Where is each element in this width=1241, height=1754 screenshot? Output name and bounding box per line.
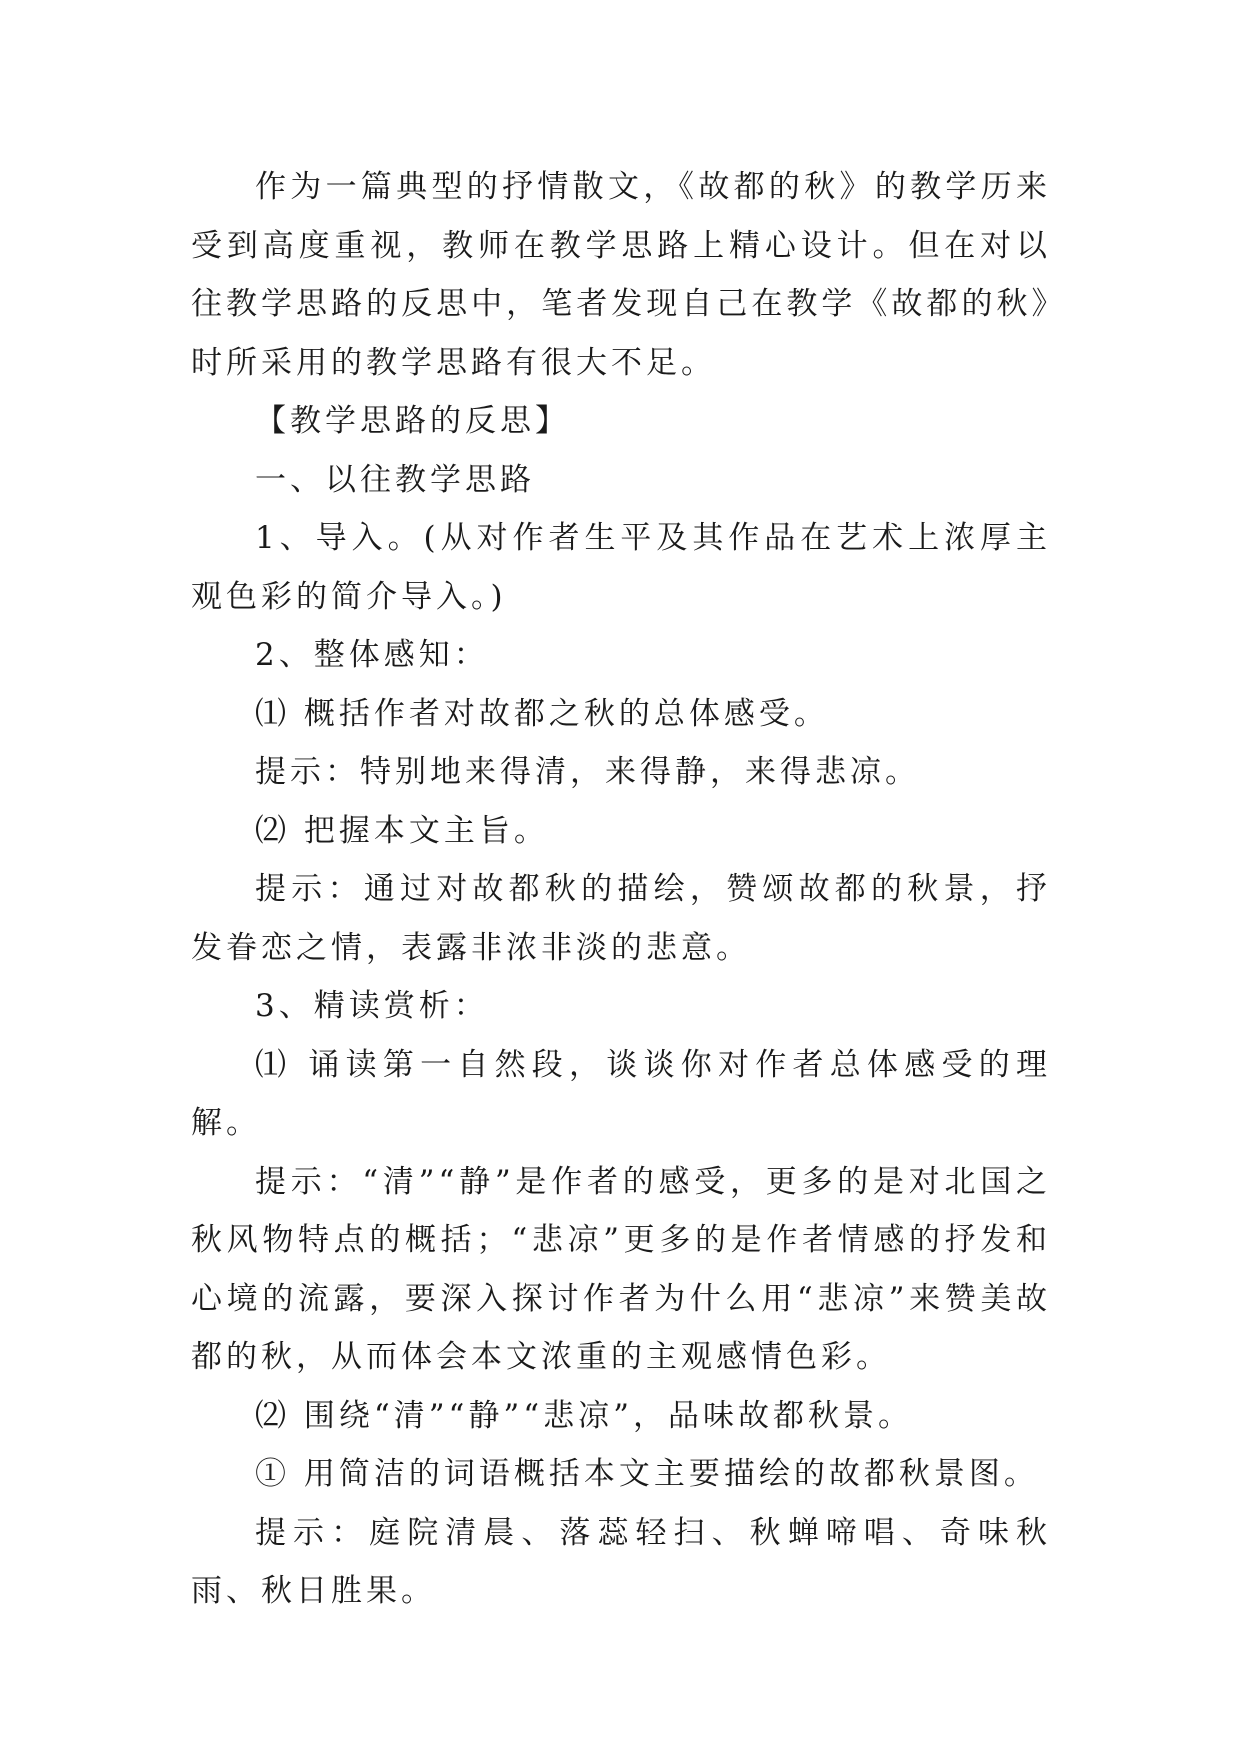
hint-text: 提示：“清”“静”是作者的感受，更多的是对北国之秋风物特点的概括；“悲凉”更多的是作者情感的抒发和心境的流露，要深入探讨作者为什么用“悲凉”来赞美故都的秋，从而体会本文浓重的主观感情色彩。 — [191, 1163, 1051, 1375]
question-item: ⑵ 把握本文主旨。 — [255, 812, 549, 849]
question-item: ⑴ 概括作者对故都之秋的总体感受。 — [255, 695, 829, 732]
step-close-reading: 3、精读赏析： — [255, 988, 489, 1024]
intro-paragraph: 作为一篇典型的抒情散文，《故都的秋》的教学历来受到高度重视，教师在教学思路上精心设计。但在对以往教学思路的反思中，笔者发现自己在教学《故都的秋》时所采用的教学思路有很大不足。 — [191, 169, 1051, 381]
sub-question-item: ① 用简洁的词语概括本文主要描绘的故都秋景图。 — [255, 1456, 1039, 1492]
step-introduction: 1、导入。(从对作者生平及其作品在艺术上浓厚主观色彩的简介导入。) — [191, 520, 1051, 615]
step-overall-perception: 2、整体感知： — [255, 637, 489, 673]
subsection-heading: 一、以往教学思路 — [255, 461, 535, 498]
section-heading: 【教学思路的反思】 — [255, 403, 570, 439]
hint-text: 提示：通过对故都秋的描绘，赞颂故都的秋景，抒发眷恋之情，表露非浓非淡的悲意。 — [191, 871, 1051, 966]
question-item: ⑴ 诵读第一自然段，谈谈你对作者总体感受的理解。 — [191, 1046, 1051, 1141]
hint-text: 提示：庭院清晨、落蕊轻扫、秋蝉啼唱、奇味秋雨、秋日胜果。 — [191, 1514, 1051, 1609]
hint-text: 提示：特别地来得清，来得静，来得悲凉。 — [255, 754, 920, 790]
question-item: ⑵ 围绕“清”“静”“悲凉”，品味故都秋景。 — [255, 1397, 913, 1434]
document-body — [191, 158, 1051, 1621]
